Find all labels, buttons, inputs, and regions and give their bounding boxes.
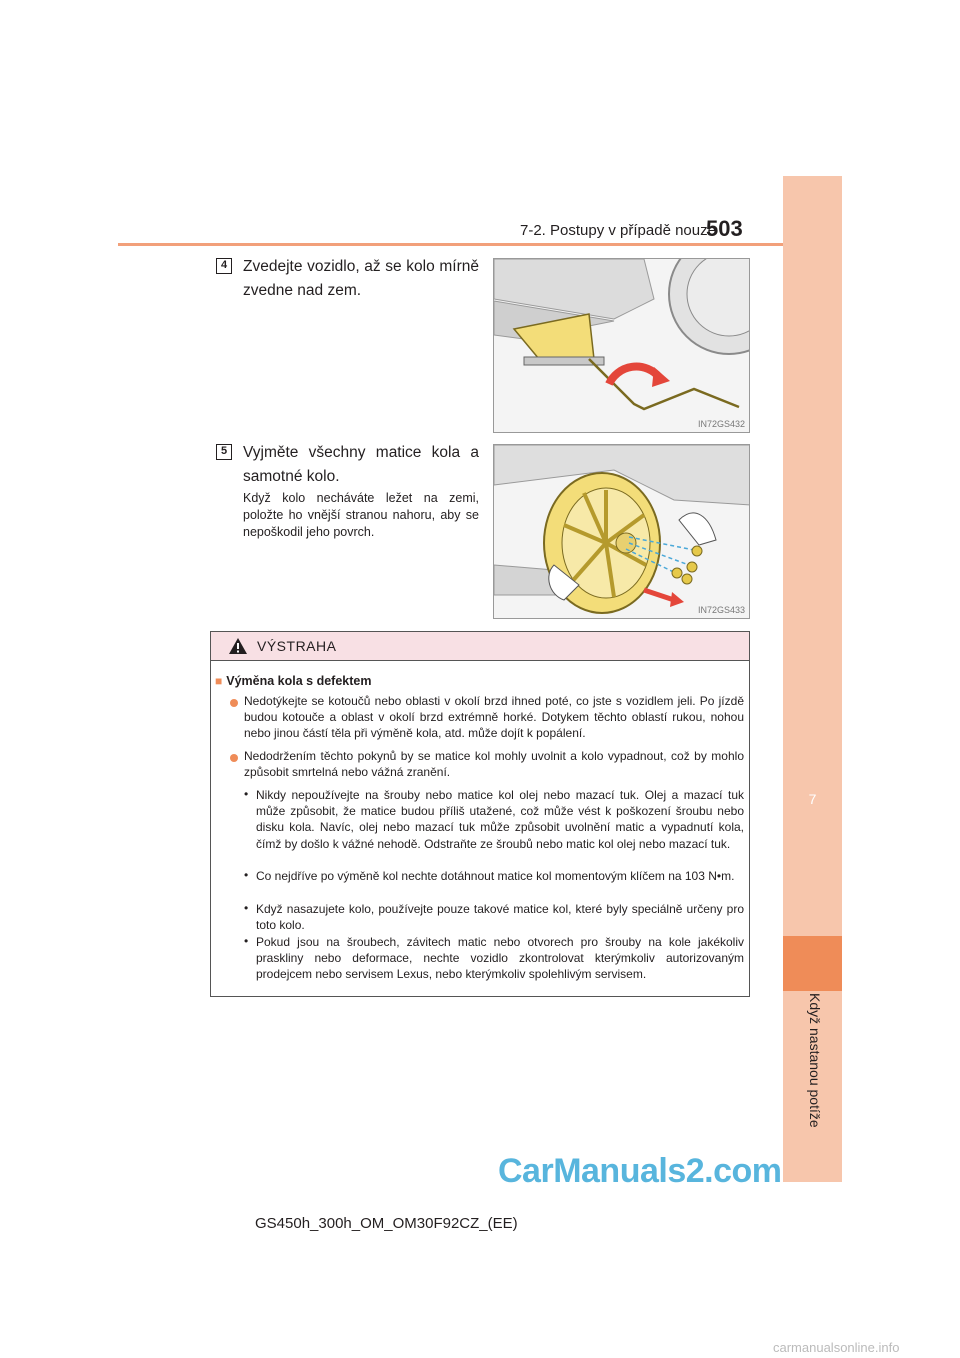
step-4-figure <box>493 258 750 433</box>
bullet-dot-icon <box>230 754 238 762</box>
sub-bullet-marker: • <box>244 901 249 915</box>
page-number: 503 <box>706 216 743 241</box>
warning-sub-bullet-4: Pokud jsou na šroubech, závitech matic nebo otvorech pro šrouby na kole jakékoliv praskliny nebo deformace, nechte vozidlo zkontrolovat kterýmkoliv autorizovaným prodejcem nebo servisem Lexus, nebo kterýmkoliv spolehlivým servisem. <box>256 935 744 982</box>
watermark-site: carmanualsonline.info <box>773 1340 900 1355</box>
warning-title: VÝSTRAHA <box>257 638 337 654</box>
warning-subheading-text: Výměna kola s defektem <box>226 674 372 688</box>
chapter-number-block <box>783 936 842 991</box>
figure-code: IN72GS432 <box>697 419 745 429</box>
step-5-badge: 5 <box>216 444 232 460</box>
warning-subheading <box>215 674 371 688</box>
document-code: GS450h_300h_OM_OM30F92CZ_(EE) <box>255 1215 518 1232</box>
section-title: 7-2. Postupy v případě nouze <box>520 222 716 239</box>
square-bullet-icon: ■ <box>215 674 223 688</box>
step-4-badge: 4 <box>216 258 232 274</box>
sub-bullet-marker: • <box>244 934 249 948</box>
sub-bullet-marker: • <box>244 787 249 801</box>
warning-header <box>211 632 749 661</box>
jack-illustration <box>494 259 750 433</box>
bullet-dot-icon <box>230 699 238 707</box>
header-rule <box>118 243 840 246</box>
warning-sub-bullet-3: Když nasazujete kolo, používejte pouze takové matice kol, které byly speciálně určeny pro toto kolo. <box>256 902 744 933</box>
step-5-text: Vyjměte všechny matice kola a samotné kolo. <box>243 444 479 485</box>
chapter-title: Když nastanou potíže <box>807 993 823 1128</box>
step-5-note: Když kolo necháváte ležet na zemi, položte ho vnější stranou nahoru, aby se nepoškodil jeho povrch. <box>243 491 479 539</box>
chapter-number: 7 <box>808 791 817 807</box>
step-4-text: Zvedejte vozidlo, až se kolo mírně zvedne nad zem. <box>243 258 479 299</box>
chapter-side-tab <box>783 176 842 1182</box>
warning-bullet-1: Nedotýkejte se kotoučů nebo oblasti v okolí brzd ihned poté, co jste s vozidlem jeli. Po jízdě budou kotouče a oblast v okolí brzd extrémně horké. Dotykem těchto oblastí rukou, nohou nebo jinou částí těla při výměně kola, atd. může dojít k popálení. <box>244 694 744 741</box>
warning-bullet-2: Nedodržením těchto pokynů by se matice kol mohly uvolnit a kolo vypadnout, což by mohlo způsobit smrtelná nebo vážná zranění. <box>244 749 744 780</box>
warning-sub-bullet-1: Nikdy nepoužívejte na šrouby nebo matice kol olej nebo mazací tuk. Olej a mazací tuk může způsobit, že matice budou příliš utažené, což může vést k poškození šroubu nebo disku kola. Navíc, olej nebo mazací tuk může způsobit uvolnění matic a vypadnutí kola, čímž by došlo k vážné nehodě. Odstraňte ze šroubů nebo matic kol olej nebo mazací tuk. <box>256 788 744 851</box>
watermark-logo: CarManuals2.com <box>498 1152 782 1190</box>
figure-code: IN72GS433 <box>697 605 745 615</box>
warning-sub-bullet-2: Co nejdříve po výměně kol nechte dotáhnout matice kol momentovým klíčem na 103 N•m. <box>256 869 735 883</box>
warning-box <box>210 631 750 997</box>
wheel-removal-illustration <box>494 445 750 619</box>
warning-triangle-icon <box>228 637 248 655</box>
sub-bullet-marker: • <box>244 868 249 882</box>
step-5-figure <box>493 444 750 619</box>
